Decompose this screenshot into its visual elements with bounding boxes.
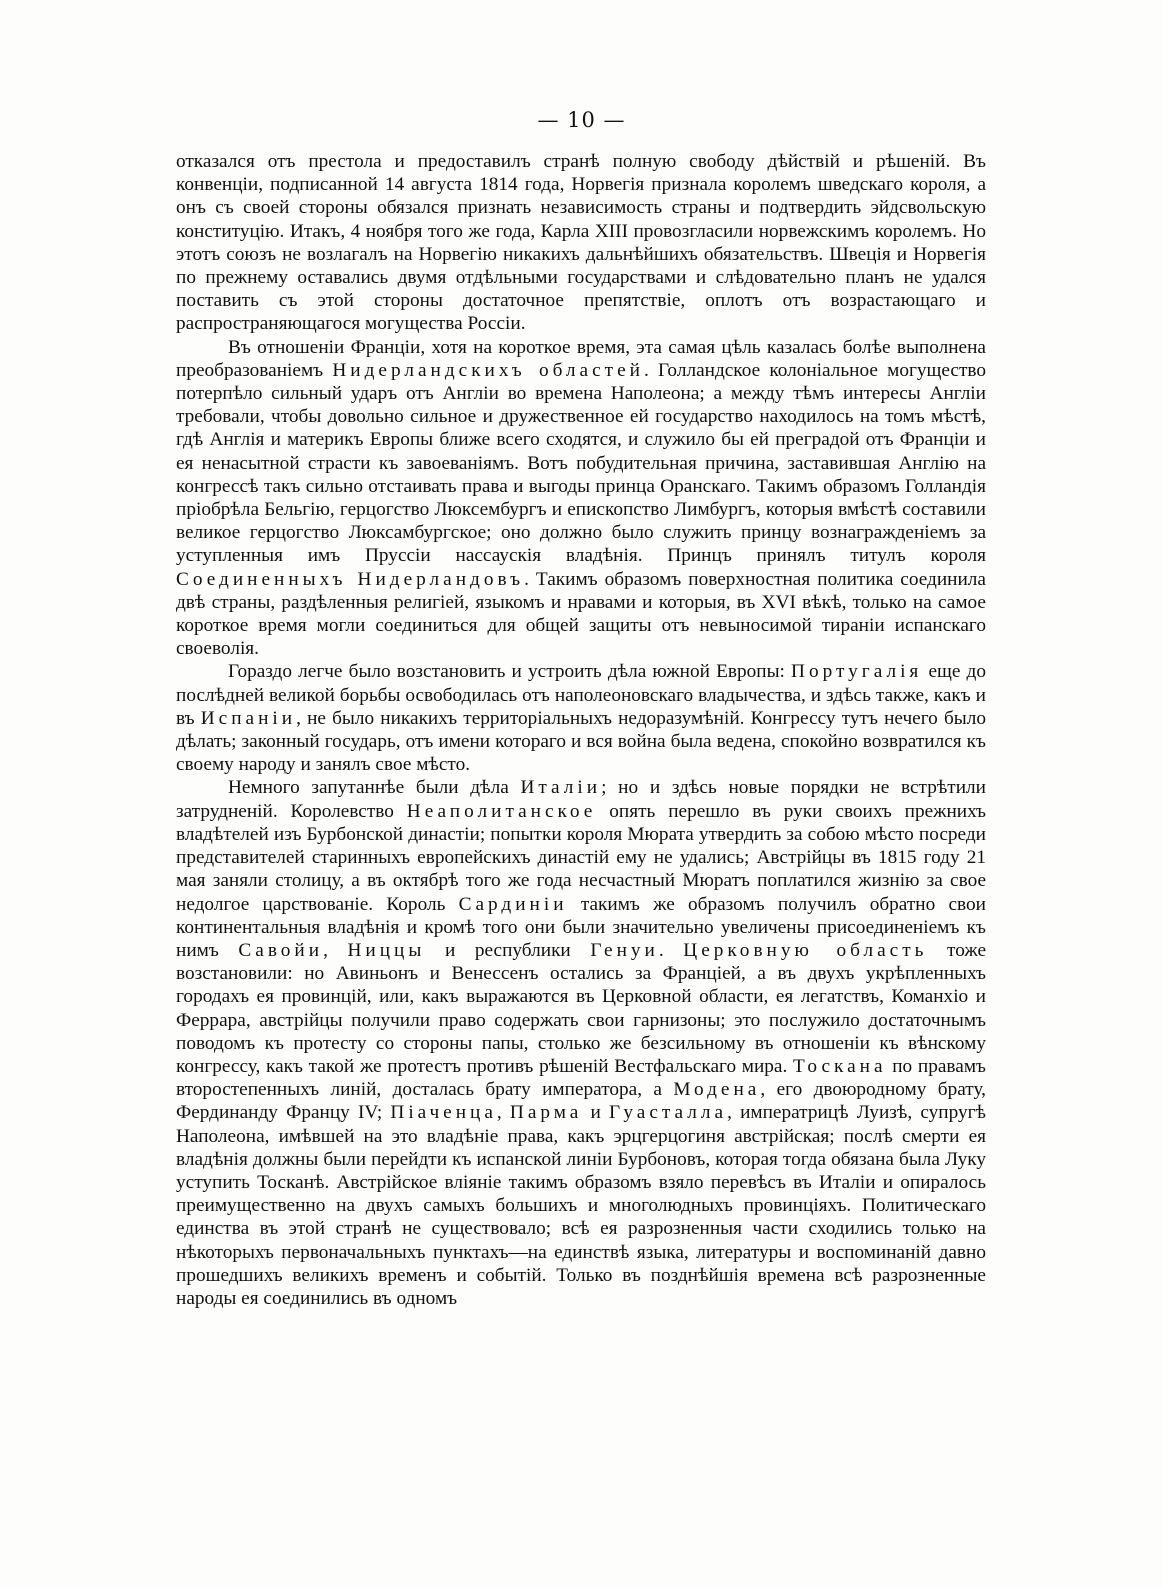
spaced-emphasis-text: Соединенныхъ Нидерландовъ: [176, 568, 525, 590]
text-run: тоже возстановили: но Авиньонъ и Венессенъ остались за Франціей, а въ двухъ укрѣпленныхъ городахъ ея провинцій, или, какъ выражаются въ Церковной области, ея легатствъ, Команхіо и Феррара, австрійцы получили право содержать свои гарнизоны; это послужило достаточнымъ поводомъ къ протесту со стороны папы, столько же безсильному въ отношеніи къ вѣнскому конгрессу, какъ такой же протестъ противъ рѣшеній Вестфальскаго мира.: [176, 939, 987, 1077]
text-run: такимъ же образомъ получилъ обратно свои континентальныя владѣнія и кромѣ того они были значительно увеличены присоединеніемъ къ нимъ: [176, 893, 986, 961]
text-run: Немного запутаннѣе были дѣла: [228, 777, 521, 799]
spaced-emphasis-text: Тоскана: [793, 1055, 887, 1077]
paragraph: [176, 660, 986, 776]
page-number: — 10 —: [537, 108, 626, 132]
text-run: , императрицѣ Луизѣ, супругѣ Наполеона, имѣвшей на это владѣніе права, какъ эрцгерцогиня австрійская; послѣ смерти ея владѣнія должны были перейдти къ испанской линіи Бурбоновъ, которая тогда обязана была Луку уступить Тосканѣ. Австрійское вліяніе такимъ образомъ взяло перевѣсъ въ Италіи и опиралось преимущественно на двухъ самыхъ большихъ и многолюдныхъ провинціяхъ. Политическаго единства въ этой странѣ не существовало; всѣ ея разрозненныя части сходились только на нѣкоторыхъ первоначальныхъ пунктахъ—на единствѣ языка, литературы и воспоминаній давно прошедшихъ великихъ временъ и событій. Только въ позднѣйшія времена всѣ разрозненные народы ея соединились въ одномъ: [176, 1102, 986, 1309]
text-run: опять перешло въ руки своихъ прежнихъ владѣтелей изъ Бурбонской династіи; попытки короля Мюрата утвердить за собою мѣсто посреди представителей старинныхъ европейскихъ династій ему не удались; Австрійцы въ 1815 году 21 мая заняли столицу, а въ октябрѣ того же года несчастный Мюратъ поплатился жизнію за свое недолгое царствованіе. Король: [176, 800, 986, 915]
spaced-emphasis-text: Генуи: [590, 939, 659, 961]
spaced-emphasis-text: Италіи: [520, 777, 602, 799]
text-run: ,: [496, 1102, 510, 1124]
text-run: ,: [323, 939, 348, 961]
spaced-emphasis-text: Нидерландскихъ областей: [332, 359, 644, 381]
spaced-emphasis-text: Модена: [673, 1079, 761, 1101]
spaced-emphasis-text: Парма: [509, 1102, 583, 1124]
text-run: и республики: [425, 939, 591, 961]
spaced-emphasis-text: Португалія: [791, 661, 923, 683]
spaced-emphasis-text: Сардиніи: [458, 893, 568, 915]
text-run: Гораздо легче было возстановить и устроить дѣла южной Европы:: [228, 661, 792, 683]
text-run: .: [658, 939, 684, 961]
text-run: ; но и здѣсь новые порядки не встрѣтили затрудненій. Королевство: [176, 777, 986, 822]
text-run: отказался отъ престола и предоставилъ странѣ полную свободу дѣйствій и рѣшеній. Въ конвенціи, подписанной 14 августа 1814 года, Норвегія признала королемъ шведскаго короля, а онъ съ своей стороны обязался признать независимость страны и подтвердить эйдсвольскую конституцію. Итакъ, 4 ноября того же года, Карла XIII провозгласили норвежскимъ королемъ. Но этотъ союзъ не возлагалъ на Норвегію никакихъ дальнѣйшихъ обязательствъ. Швеція и Норвегія по прежнему оставались двумя отдѣльными государствами и слѣдовательно планъ не удался поставить съ этой стороны достаточное препятствіе, оплотъ отъ возрастающаго и распространяющагося могущества Россіи.: [176, 151, 986, 335]
spaced-emphasis-text: Савойи: [238, 939, 324, 961]
spaced-emphasis-text: Неаполитанское: [406, 800, 597, 822]
text-run: . Голландское колоніальное могущество потерпѣло сильный ударъ отъ Англіи во времена Наполеона; а между тѣмъ интересы Англіи требовали, чтобы довольно сильное и дружественное ей государство находилось на томъ мѣстѣ, гдѣ Англія и материкъ Европы ближе всего сходятся, и служило бы ей преградой отъ Франціи и ея ненасытной страсти къ завоеваніямъ. Вотъ побудительная причина, заставившая Англію на конгрессѣ такъ сильно отстаивать права и выгоды принца Оранскаго. Такимъ образомъ Голландія пріобрѣла Бельгію, герцогство Люксембургъ и епископство Лимбургъ, которыя вмѣстѣ составили великое герцогство Люксамбургское; оно должно было служить принцу вознагражденіемъ за уступленныя имъ Пруссіи нассаускія владѣнія. Принцъ принялъ титулъ короля: [176, 359, 986, 567]
spaced-emphasis-text: Піаченца: [390, 1102, 497, 1124]
spaced-emphasis-text: Ниццы: [347, 939, 426, 961]
paragraph: [176, 336, 986, 661]
text-run: Въ отношеніи Франціи, хотя на короткое время, эта самая цѣль казалась болѣе выполнена преобразованіемъ: [176, 336, 986, 381]
text-run: , не было никакихъ территоріальныхъ недоразумѣній. Конгрессу тутъ нечего было дѣлать; законный государь, отъ имени котораго и вся война была ведена, спокойно возвратился къ своему народу и занялъ свое мѣсто.: [176, 707, 986, 776]
spaced-emphasis-text: Испаніи: [200, 707, 297, 729]
spaced-emphasis-text: Гуасталла: [608, 1102, 728, 1124]
text-run: еще до послѣдней великой борьбы освободилась отъ наполеоновскаго владычества, и здѣсь также, какъ и въ: [176, 661, 986, 729]
spaced-emphasis-text: Церковную область: [683, 939, 928, 961]
text-run: . Такимъ образомъ поверхностная политика соединила двѣ страны, раздѣленныя религіей, языкомъ и нравами и которыя, въ XVI вѣкѣ, только на самое короткое время могли соединиться для общей защиты отъ невыносимой тираніи испанскаго своеволія.: [176, 568, 986, 660]
body-text: [176, 150, 986, 1310]
text-run: по правамъ второстепенныхъ линій, досталась брату императора, а: [176, 1055, 986, 1101]
paragraph: [176, 150, 986, 336]
paragraph: [176, 776, 986, 1310]
text-run: и: [582, 1102, 609, 1124]
text-run: , его двоюродному брату, Фердинанду Францу IV;: [176, 1079, 986, 1124]
